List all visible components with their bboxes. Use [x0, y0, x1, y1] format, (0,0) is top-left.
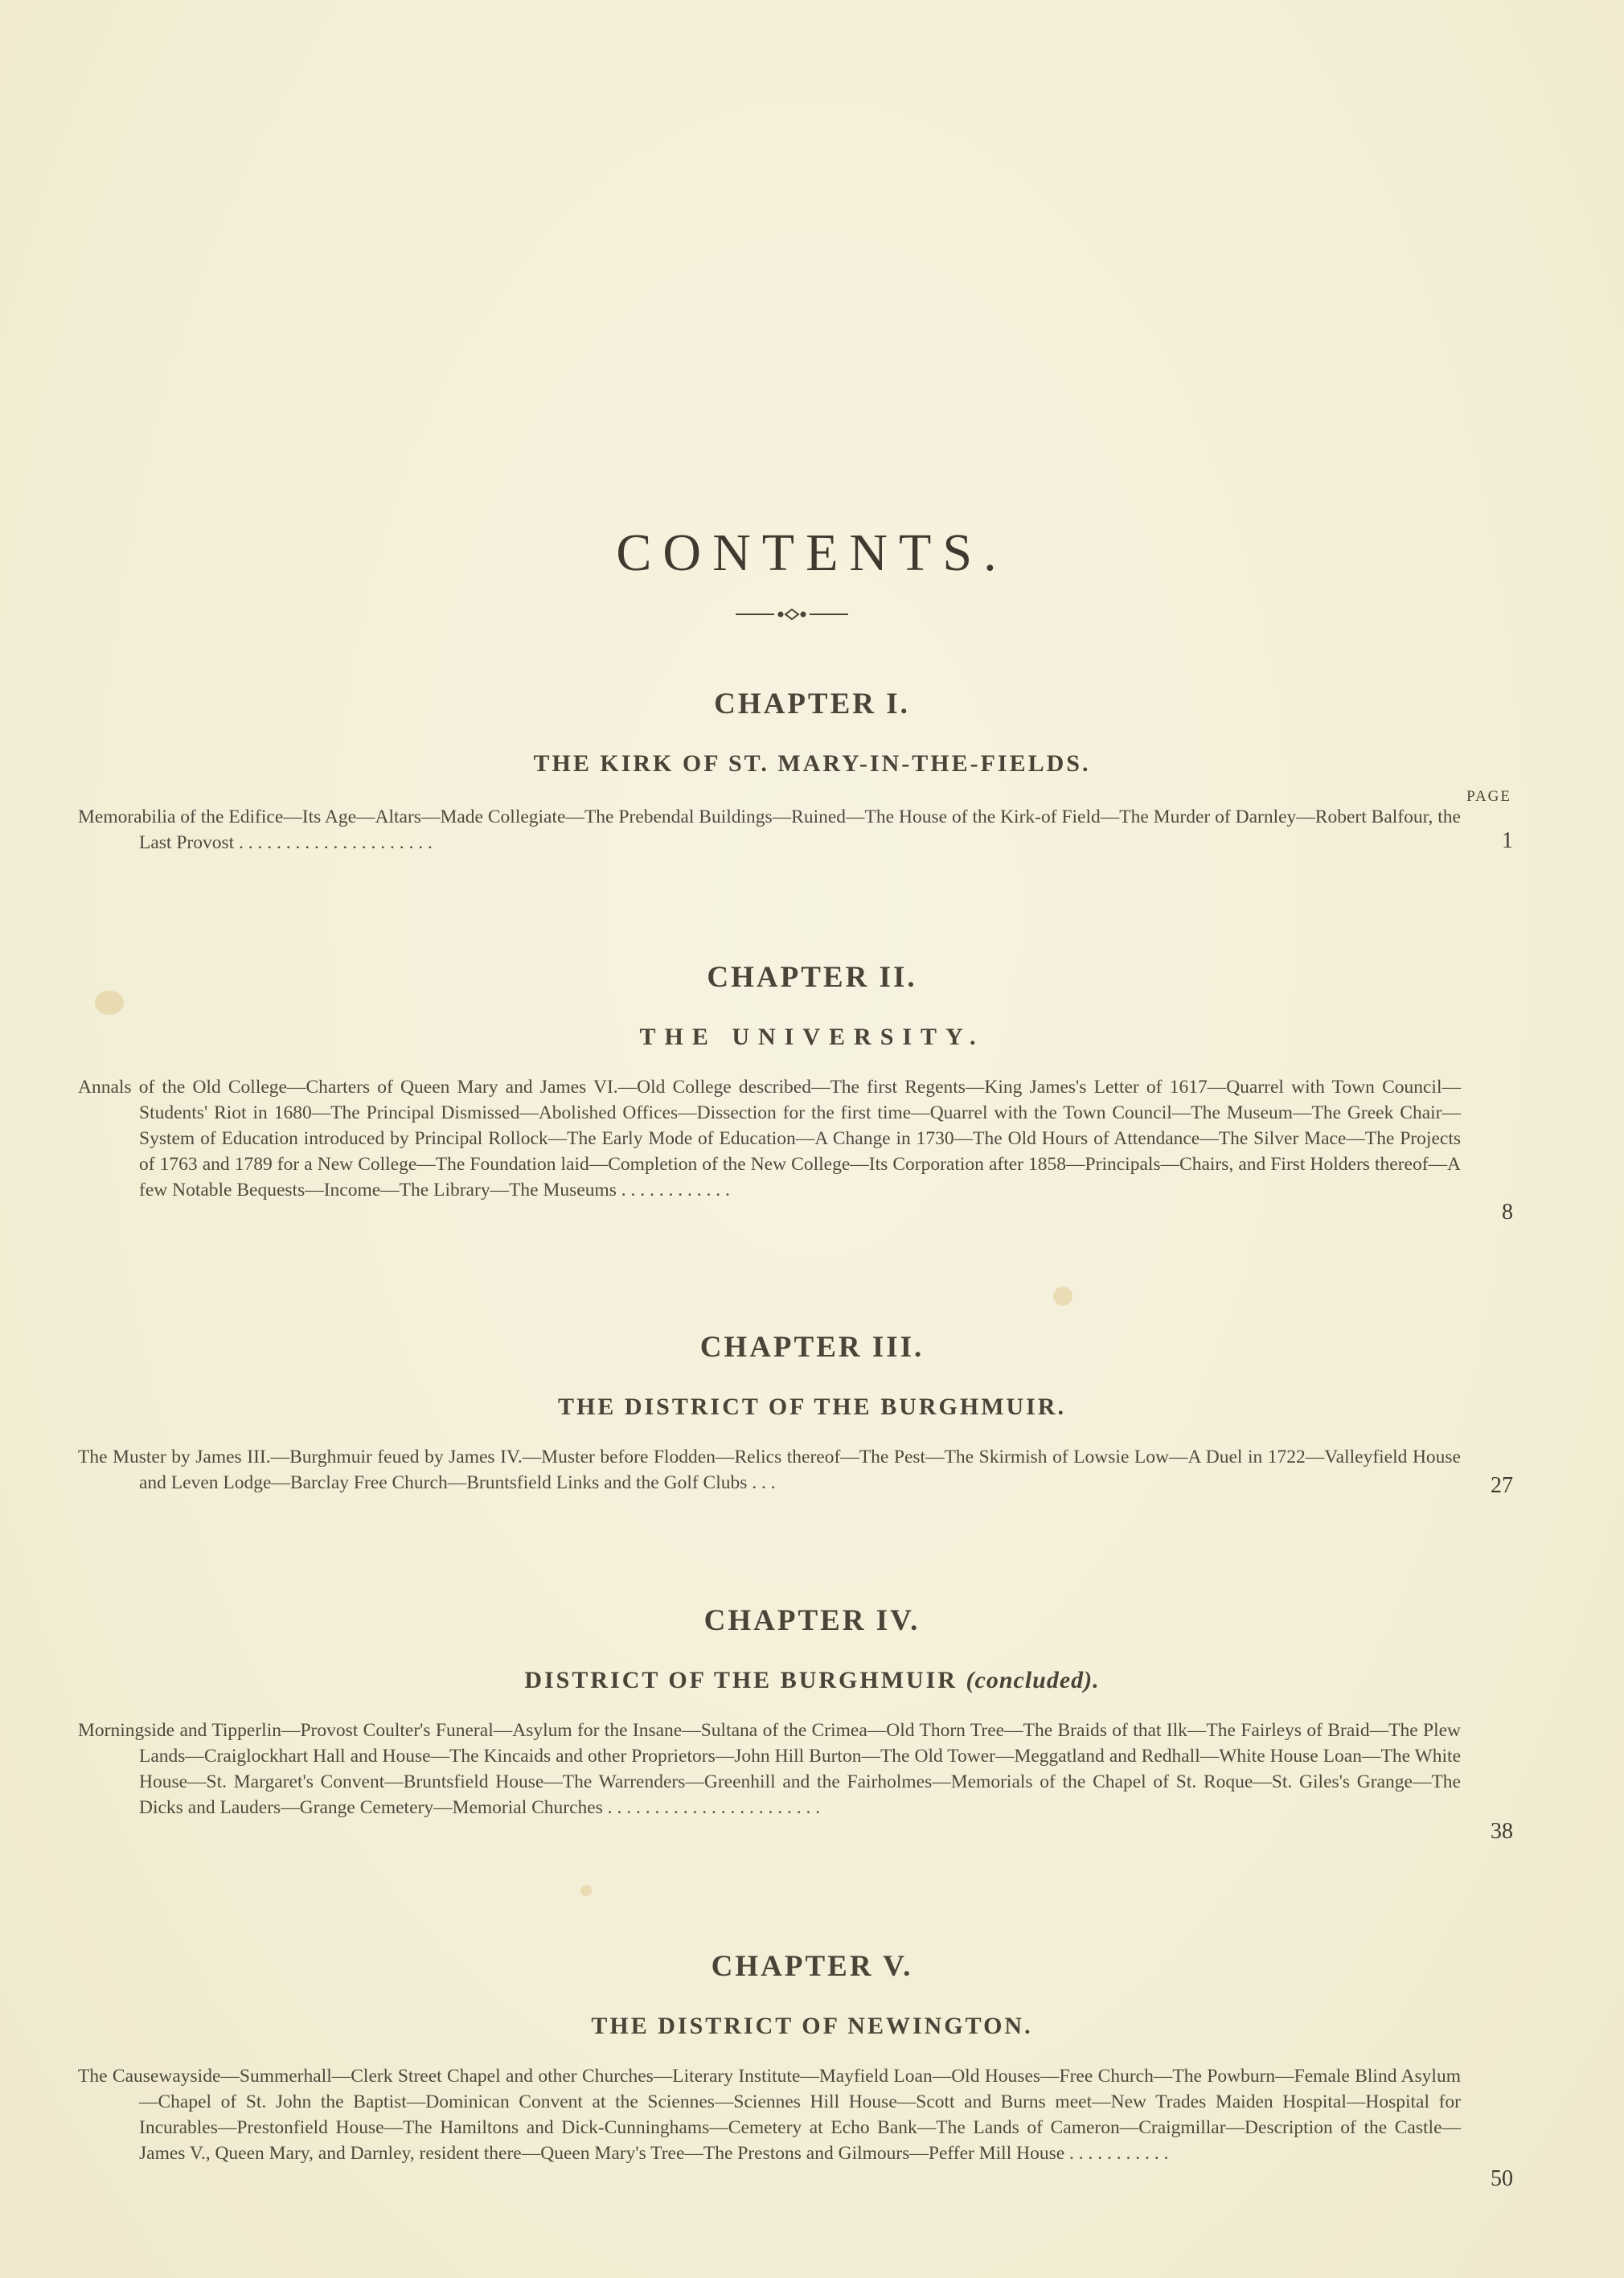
chapter-heading: CHAPTER I. [714, 688, 910, 720]
chapter-heading: CHAPTER V. [711, 1950, 913, 1983]
page-column-label: PAGE [1466, 788, 1511, 805]
chapter-subtitle: THE KIRK OF ST. MARY-IN-THE-FIELDS. [533, 750, 1091, 777]
chapter-4-page-number: 38 [1491, 1819, 1513, 1844]
chapter-summary-text: The Muster by James III.—Burghmuir feued by James IV.—Muster before Flodden—Relics thereof—The Pest—The Skirmish of Lowsie Low—A Duel in 1722—Valleyfield House and Leven Lodge—Barclay Free Church—Bruntsfield Links and the Golf Clubs . . . [78, 1447, 1461, 1493]
chapter-1-page-number: 1 [1502, 828, 1513, 853]
chapter-4 [0, 1603, 1624, 1697]
chapter-5 [0, 1949, 1624, 2042]
chapter-5-page-number: 50 [1491, 2166, 1513, 2191]
chapter-heading: CHAPTER IV. [703, 1604, 921, 1637]
chapter-subtitle-main: DISTRICT OF THE BURGHMUIR [524, 1667, 958, 1693]
ornament-divider-icon [736, 606, 848, 622]
page-title: CONTENTS. [616, 523, 1008, 583]
chapter-1-summary [78, 804, 1461, 856]
chapter-subtitle-italic: (concluded). [966, 1667, 1100, 1693]
chapter-subtitle [0, 1664, 1624, 1697]
chapter-3 [0, 1330, 1624, 1423]
chapter-4-summary [78, 1718, 1461, 1820]
chapter-5-summary [78, 2063, 1461, 2166]
chapter-heading: CHAPTER III. [699, 1331, 925, 1364]
chapter-2-page-number: 8 [1502, 1200, 1513, 1225]
chapter-heading: CHAPTER II. [707, 961, 917, 994]
chapter-subtitle: THE DISTRICT OF NEWINGTON. [591, 2013, 1033, 2039]
paper-stain [1053, 1287, 1072, 1306]
chapter-1 [0, 687, 1624, 780]
chapter-2 [0, 960, 1624, 1053]
chapter-3-page-number: 27 [1491, 1473, 1513, 1498]
paper-stain [580, 1885, 592, 1896]
chapter-subtitle: THE DISTRICT OF THE BURGHMUIR. [557, 1393, 1067, 1420]
chapter-2-summary [78, 1074, 1461, 1203]
chapter-subtitle: THE UNIVERSITY. [639, 1024, 985, 1050]
chapter-summary-text: The Causewayside—Summerhall—Clerk Street Chapel and other Churches—Literary Institute—Mayfield Loan—Old Houses—Free Church—The Powburn—Female Blind Asylum—Chapel of St. John the Baptist—Dominican Convent at the Sciennes—Sciennes Hill House—Scott and Burns meet—New Trades Maiden Hospital—Hospital for Incurables—Prestonfield House—The Hamiltons and Dick-Cunninghams—Cemetery at Echo Bank—The Lands of Cameron—Craigmillar—Description of the Castle—James V., Queen Mary, and Darnley, resident there—Queen Mary's Tree—The Prestons and Gilmours—Peffer Mill House . . . . . . . . . . . [78, 2066, 1461, 2164]
chapter-3-summary [78, 1444, 1461, 1496]
chapter-summary-text: Annals of the Old College—Charters of Queen Mary and James VI.—Old College described—The first Regents—King James's Letter of 1617—Quarrel with Town Council—Students' Riot in 1680—The Principal Dismissed—Abolished Offices—Dissection for the first time—Quarrel with the Town Council—The Museum—The Greek Chair—System of Education introduced by Principal Rollock—The Early Mode of Education—A Change in 1730—The Old Hours of Attendance—The Silver Mace—The Projects of 1763 and 1789 for a New College—The Foundation laid—Completion of the New College—Its Corporation after 1858—Principals—Chairs, and First Holders thereof—A few Notable Bequests—Income—The Library—The Museums . . . . . . . . . . . . [78, 1077, 1461, 1201]
chapter-summary-text: Morningside and Tipperlin—Provost Coulter's Funeral—Asylum for the Insane—Sultana of the Crimea—Old Thorn Tree—The Braids of that Ilk—The Fairleys of Braid—The Plew Lands—Craiglockhart Hall and House—The Kincaids and other Proprietors—John Hill Burton—The Old Tower—Meggatland and Redhall—White House Loan—The White House—St. Margaret's Convent—Bruntsfield House—The Warrenders—Greenhill and the Fairholmes—Memorials of the Chapel of St. Roque—St. Giles's Grange—The Dicks and Lauders—Grange Cemetery—Memorial Churches . . . . . . . . . . . . . . . . . . . . . . . [78, 1720, 1461, 1818]
chapter-summary-text: Memorabilia of the Edifice—Its Age—Altars—Made Collegiate—The Prebendal Buildings—Ruined—The House of the Kirk-of Field—The Murder of Darnley—Robert Balfour, the Last Provost . . . . . . . . . . . . . . . . . . . . . [78, 807, 1461, 853]
